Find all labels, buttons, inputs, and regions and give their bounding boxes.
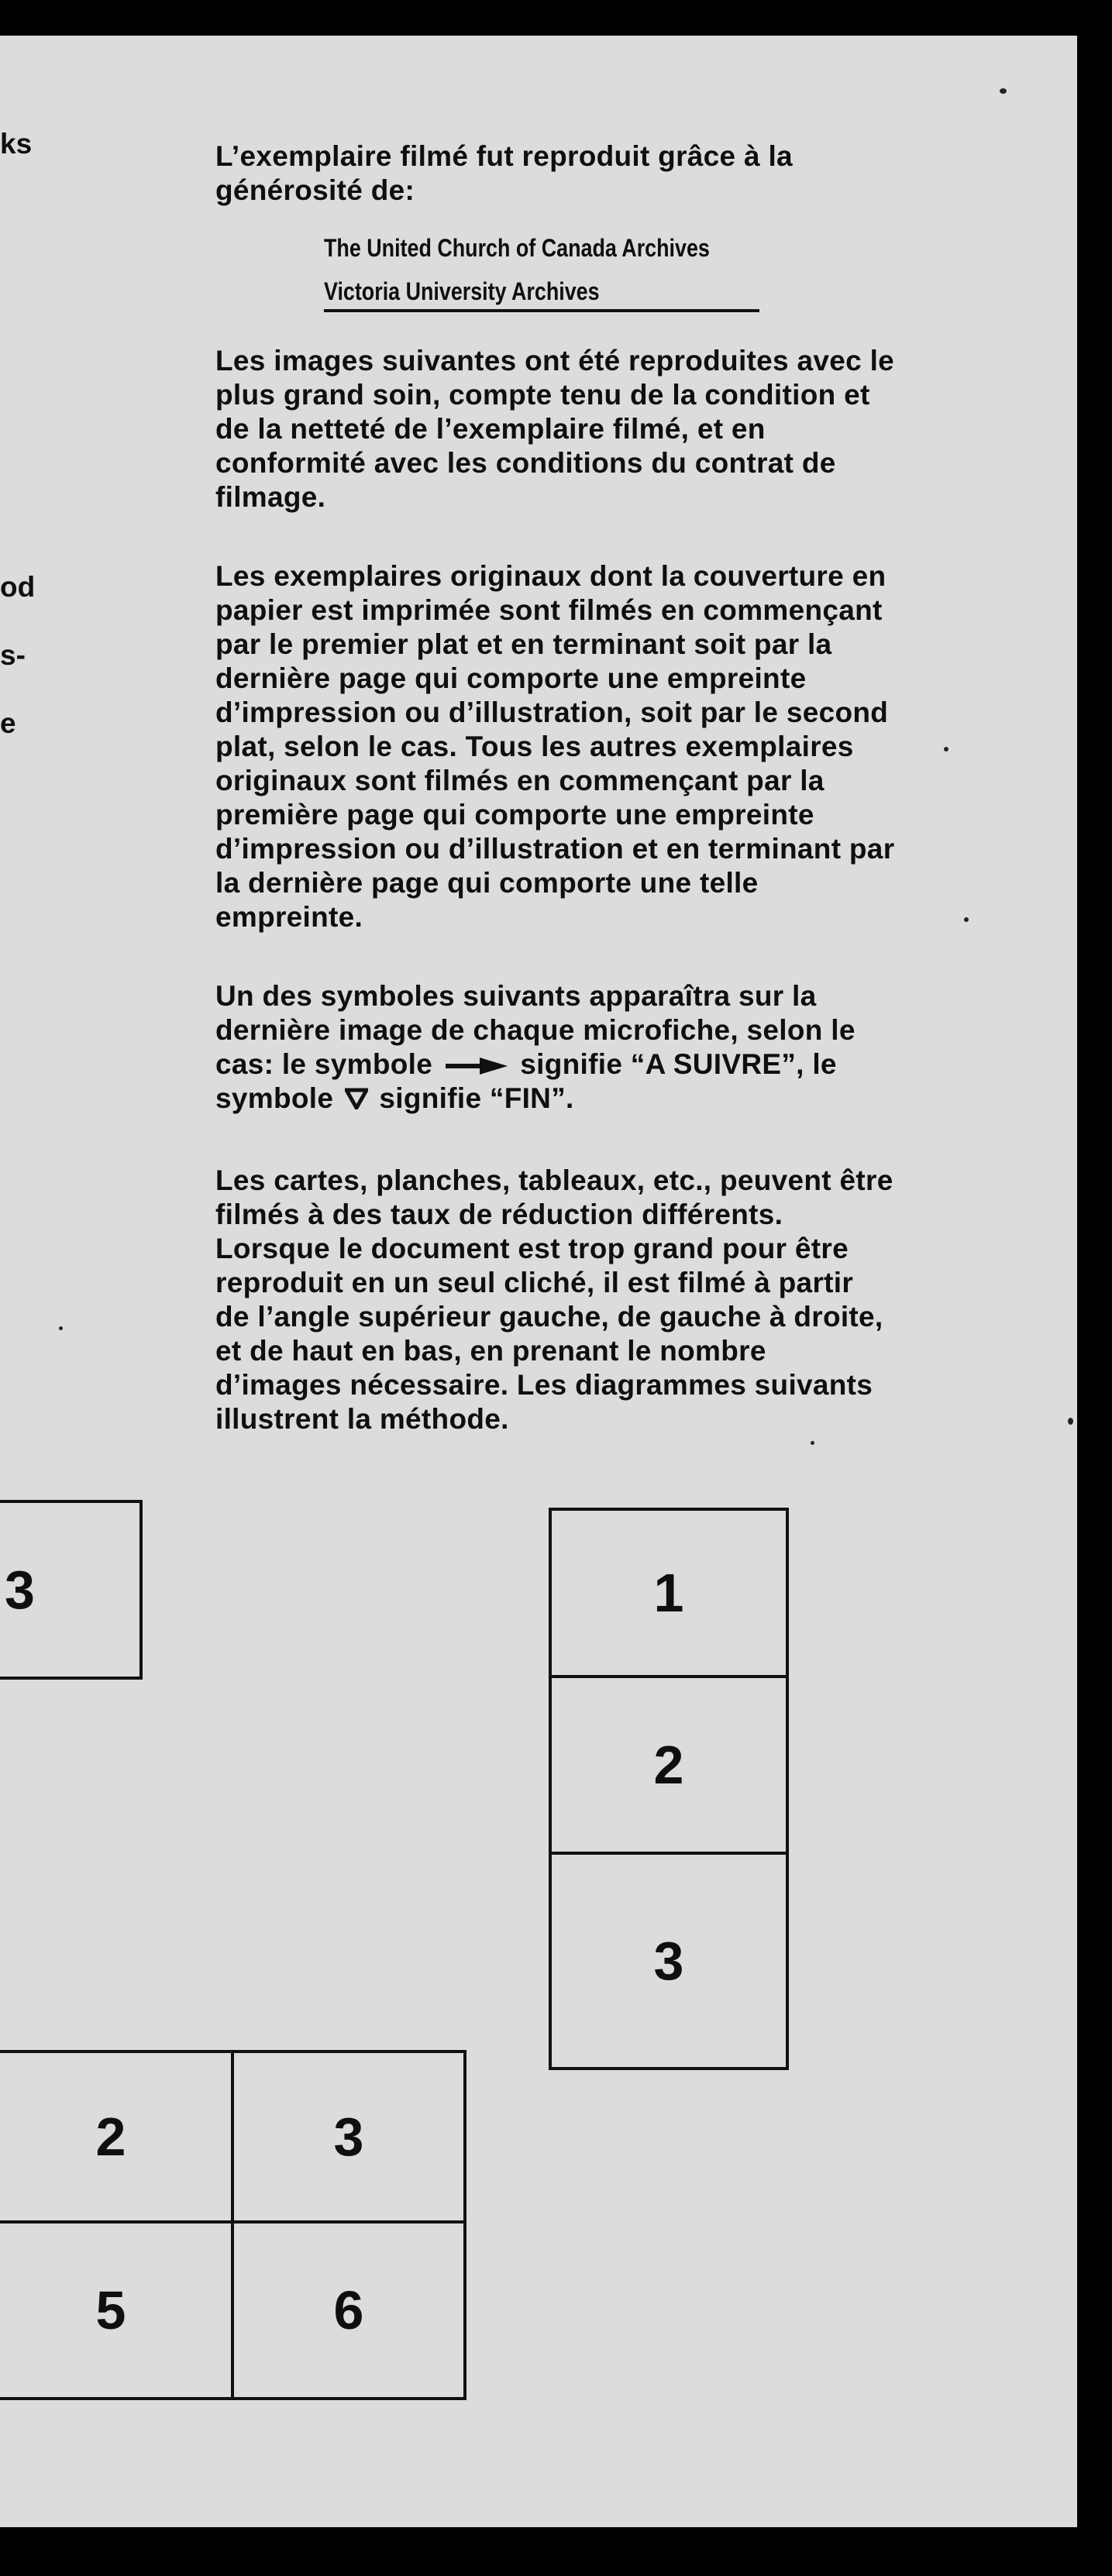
para2-line: d’impression ou d’illustration, soit par le second: [215, 696, 889, 728]
paragraph-reproduction: [215, 344, 983, 514]
para3-line-4: [215, 1082, 983, 1116]
scan-speck: [1068, 1418, 1073, 1425]
horizontal-diagram-cell-3: [0, 1500, 143, 1680]
para1-line: filmage.: [215, 481, 326, 513]
edge-fragment-2: od: [0, 571, 36, 603]
vertical-diagram-cell-2: [549, 1675, 789, 1855]
archive-name-1: The United Church of Canada Archives: [324, 234, 710, 262]
scan-speck: [1000, 88, 1007, 94]
edge-fragment-1: ks: [0, 128, 33, 160]
scan-speck: [811, 1441, 814, 1445]
para3-line-2: dernière image de chaque microfiche, selon le: [215, 1014, 856, 1046]
vertical-diagram-cell-3: [549, 1852, 789, 2070]
archive-name-2: Victoria University Archives: [324, 277, 600, 305]
paragraph-maps: [215, 1164, 983, 1436]
grid-diagram-number: 3: [333, 2107, 364, 2167]
para4-line: illustrent la méthode.: [215, 1403, 509, 1435]
para1-line: conformité avec les conditions du contrat de: [215, 447, 836, 479]
para3-line-3: [215, 1047, 983, 1082]
vertical-diagram-number: 2: [653, 1735, 684, 1795]
grid-diagram-number: 6: [333, 2280, 364, 2340]
microfiche-page: [0, 36, 1077, 2527]
grid-diagram-cell-3: [231, 2050, 466, 2223]
para1-line: Les images suivantes ont été reproduites avec le: [215, 345, 895, 377]
para1-line: de la netteté de l’exemplaire filmé, et en: [215, 413, 766, 445]
vertical-diagram-number: 3: [653, 1931, 684, 1991]
para4-line: filmés à des taux de réduction différents.: [215, 1199, 783, 1230]
para2-line: la dernière page qui comporte une telle: [215, 867, 759, 899]
para4-line: d’images nécessaire. Les diagrammes suivants: [215, 1369, 873, 1401]
end-triangle-icon: [345, 1088, 368, 1109]
para4-line: de l’angle supérieur gauche, de gauche à droite,: [215, 1301, 883, 1333]
para2-line: papier est imprimée sont filmés en commençant: [215, 594, 883, 626]
para4-line: reproduit en un seul cliché, il est filmé à partir: [215, 1267, 854, 1298]
para3-line-1: Un des symboles suivants apparaîtra sur la: [215, 980, 817, 1012]
continued-arrow-icon: [446, 1058, 508, 1075]
para2-line: d’impression ou d’illustration et en terminant par: [215, 833, 895, 865]
grid-diagram-cell-2: [0, 2050, 234, 2223]
grid-diagram-number: 2: [95, 2107, 126, 2167]
vertical-diagram-number: 1: [653, 1563, 684, 1623]
scan-speck: [964, 917, 969, 922]
para2-line: première page qui comporte une empreinte: [215, 799, 814, 831]
grid-diagram-cell-5: [0, 2220, 234, 2400]
horizontal-diagram-number: 3: [5, 1560, 35, 1620]
grid-diagram-cell-6: [231, 2220, 466, 2400]
edge-fragment-3: s-: [0, 639, 26, 671]
para4-line: et de haut en bas, en prenant le nombre: [215, 1335, 766, 1367]
para3-line-4-start: symbole: [215, 1082, 334, 1114]
para3-line-4-end: signifie “FIN”.: [379, 1082, 574, 1114]
para2-line: empreinte.: [215, 901, 363, 933]
para2-line: par le premier plat et en terminant soit par la: [215, 628, 832, 660]
para3-line-3-end: signifie “A SUIVRE”, le: [520, 1048, 837, 1080]
para2-line: dernière page qui comporte une empreinte: [215, 662, 807, 694]
archive-divider: [324, 309, 759, 312]
para1-line: plus grand soin, compte tenu de la condition et: [215, 379, 870, 411]
paragraph-symbols: [215, 979, 983, 1116]
para2-line: Les exemplaires originaux dont la couverture en: [215, 560, 887, 592]
scan-speck: [944, 747, 948, 751]
para2-line: originaux sont filmés en commençant par la: [215, 765, 825, 796]
para4-line: Lorsque le document est trop grand pour être: [215, 1233, 849, 1264]
intro-line-1: L’exemplaire filmé fut reproduit grâce à la: [215, 140, 793, 172]
para3-line-3-start: cas: le symbole: [215, 1048, 433, 1080]
para2-line: plat, selon le cas. Tous les autres exemplaires: [215, 731, 854, 762]
intro-text: [215, 139, 983, 208]
vertical-diagram-cell-1: [549, 1508, 789, 1678]
intro-line-2: générosité de:: [215, 174, 415, 206]
scan-speck: [59, 1326, 63, 1330]
grid-diagram-number: 5: [95, 2280, 126, 2340]
para4-line: Les cartes, planches, tableaux, etc., peuvent être: [215, 1164, 893, 1196]
paragraph-originals: [215, 559, 983, 934]
edge-fragment-4: e: [0, 707, 16, 739]
